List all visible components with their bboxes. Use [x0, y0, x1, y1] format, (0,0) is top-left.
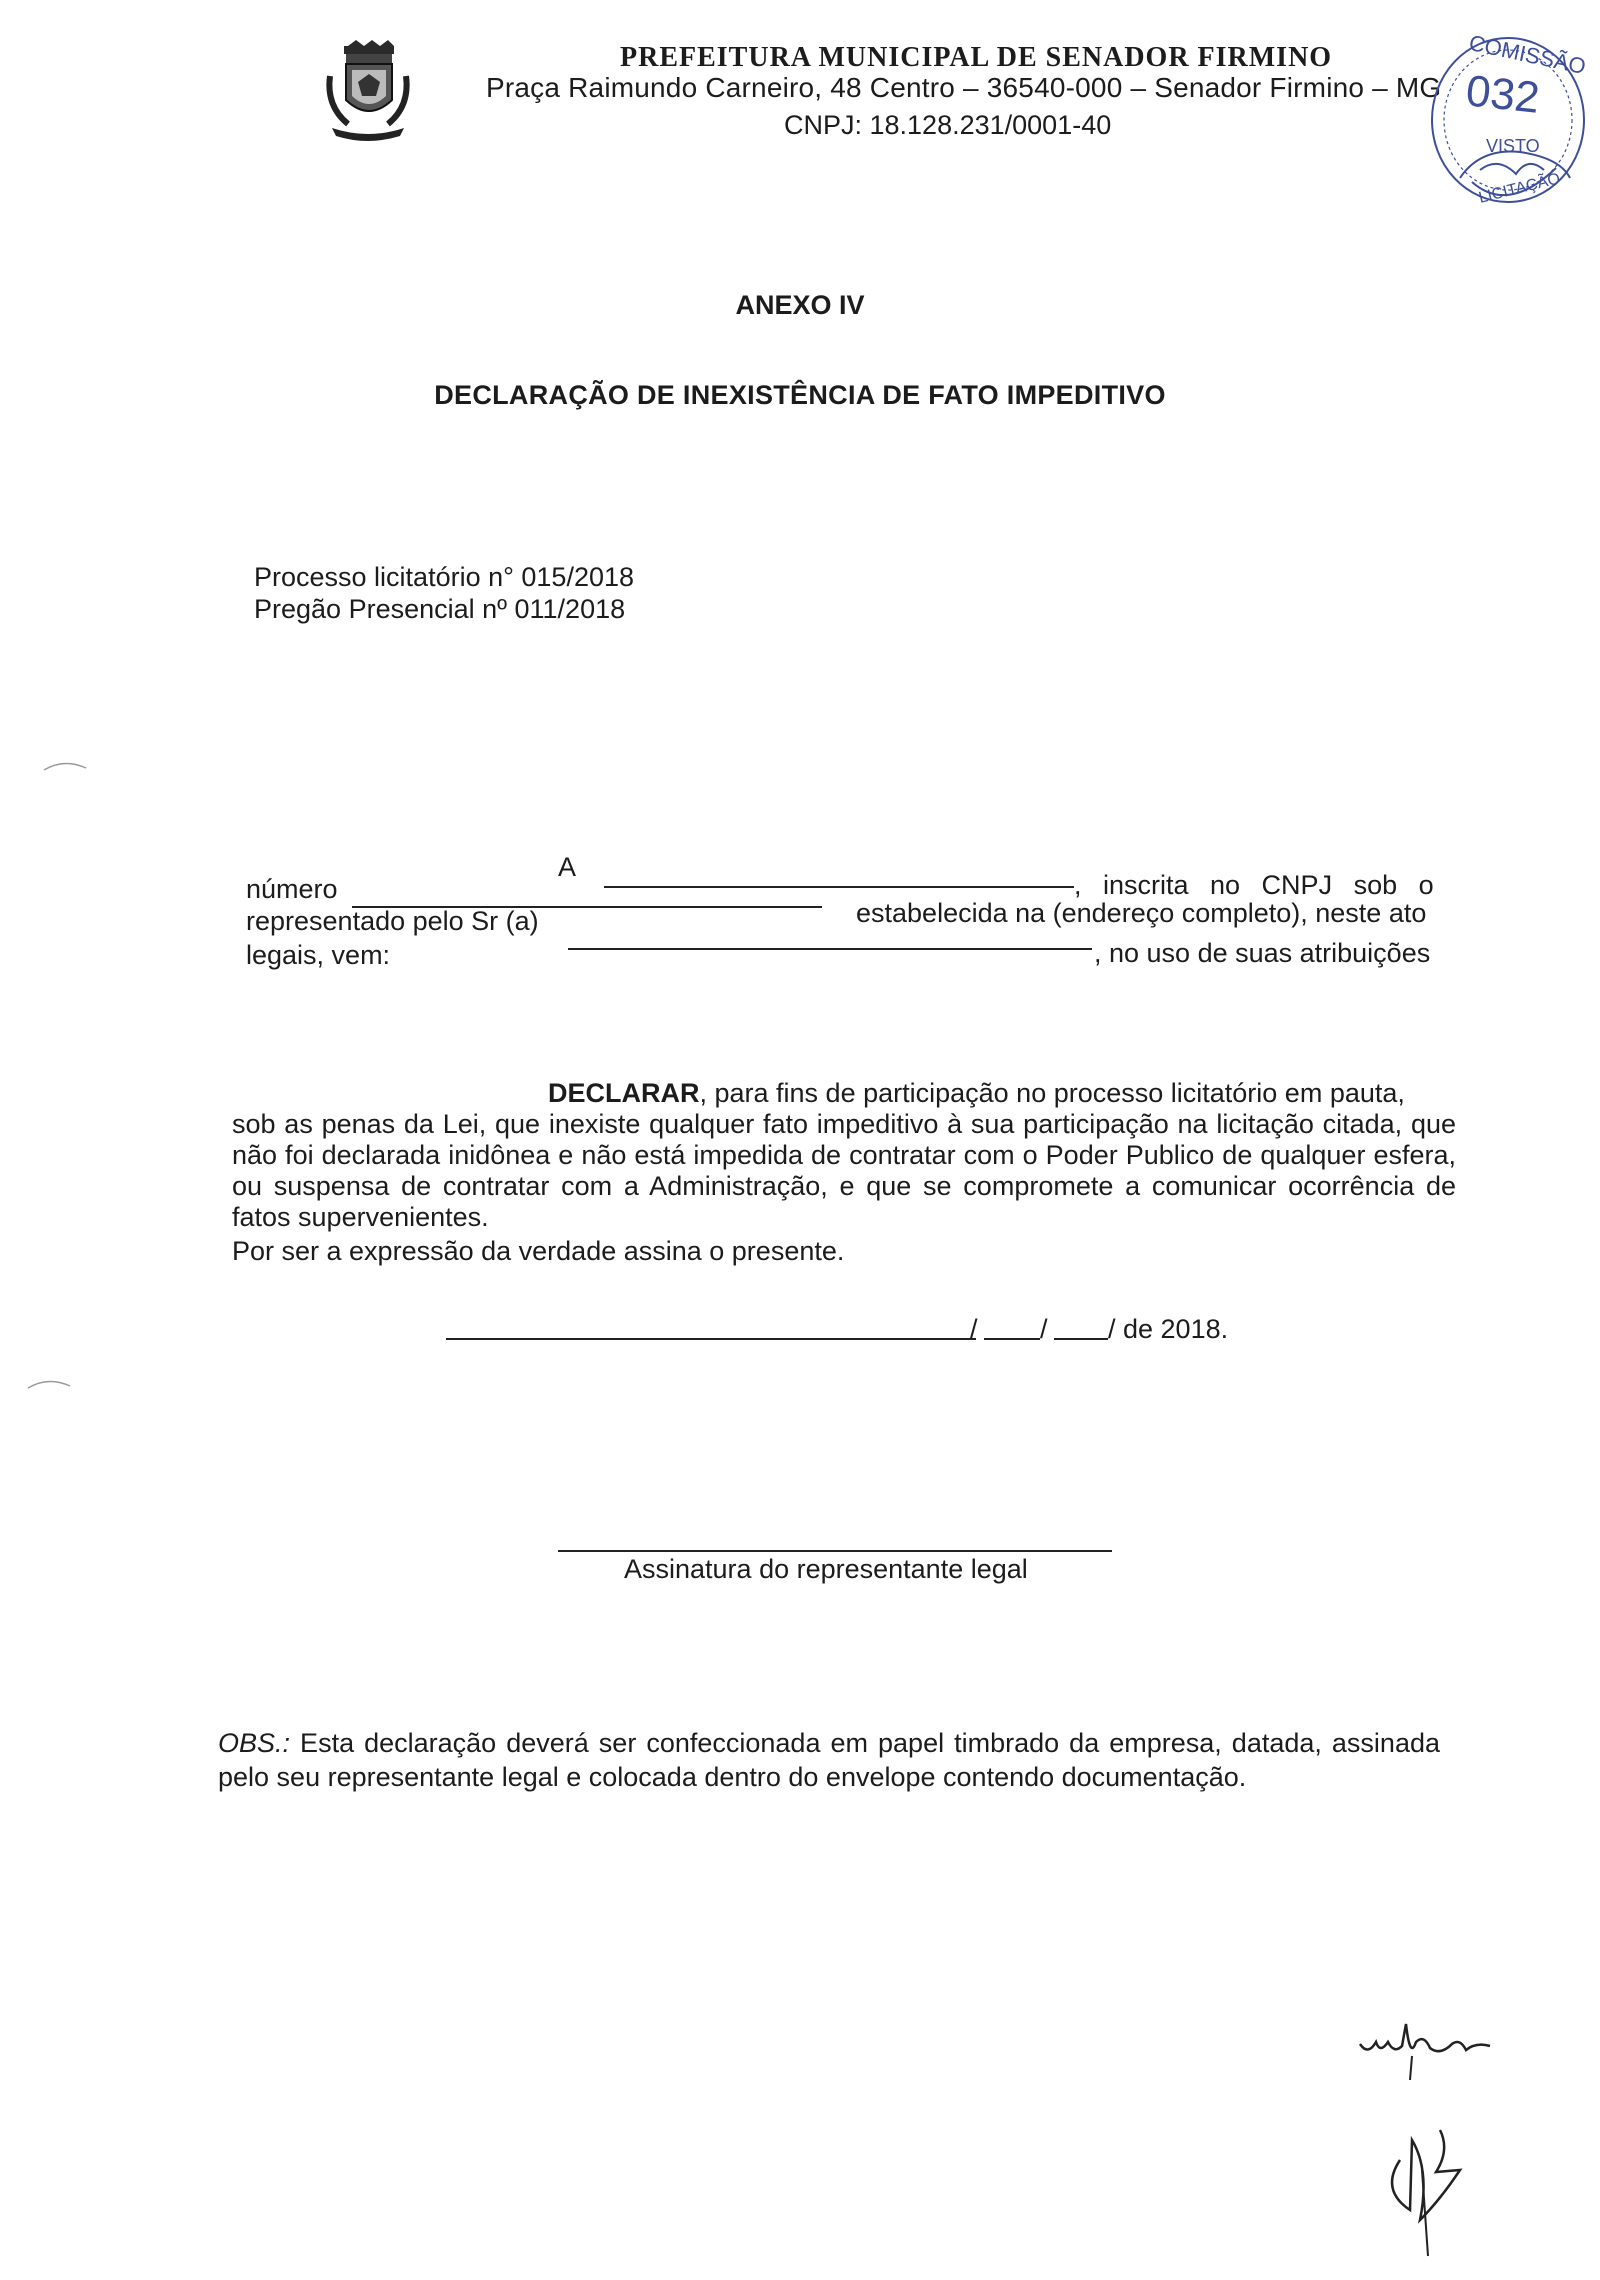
punch-mark: [24, 1376, 74, 1390]
date-slash-2: /: [1040, 1314, 1048, 1344]
punch-mark: [40, 758, 90, 772]
institution-cnpj: CNPJ: 18.128.231/0001-40: [784, 110, 1112, 140]
fill-label-estabelecida: estabelecida na (endereço completo), neste ato: [856, 898, 1427, 928]
fill-label-representado: representado pelo Sr (a): [246, 906, 539, 936]
date-slash-1: /: [970, 1314, 978, 1344]
municipal-crest: [318, 36, 418, 146]
declaration-closing: Por ser a expressão da verdade assina o presente.: [232, 1236, 845, 1266]
fill-label-legais: legais, vem:: [246, 940, 391, 970]
place-line: [446, 1338, 976, 1340]
fill-label-numero: número: [246, 874, 338, 904]
obs-label: OBS.:: [218, 1728, 291, 1758]
signature-line: [558, 1550, 1112, 1552]
month-line: [1054, 1338, 1108, 1340]
institution-address: Praça Raimundo Carneiro, 48 Centro – 36540-000 – Senador Firmino – MG: [486, 72, 1442, 103]
company-name-line: [604, 886, 1074, 888]
obs-text: Esta declaração deverá ser confeccionada em papel timbrado da empresa, datada, assinada pelo seu representante legal e colocada dentro do envelope contendo documentação.: [218, 1728, 1440, 1792]
declarar-keyword: DECLARAR: [548, 1078, 700, 1108]
declaration-lead: [232, 1078, 1456, 1109]
date-year: / de 2018.: [1108, 1314, 1229, 1344]
annex-title: ANEXO IV: [735, 290, 865, 320]
process-number: Processo licitatório n° 015/2018: [254, 562, 635, 592]
day-line: [984, 1338, 1040, 1340]
fill-label-no-uso: , no uso de suas atribuições: [1094, 938, 1431, 968]
signature-caption: Assinatura do representante legal: [624, 1554, 1028, 1584]
observation-note: [218, 1726, 1440, 1794]
declaration-lead-rest: , para fins de participação no processo licitatório em pauta,: [699, 1078, 1405, 1108]
stamp-bottom-text: LICITAÇÃO: [1477, 170, 1562, 207]
fill-label-a: A: [558, 852, 577, 882]
stamp-number: 032: [1463, 66, 1542, 123]
declaration-body: sob as penas da Lei, que inexiste qualquer fato impeditivo à sua participação na licitação citada, que não foi declarada inidônea e não está impedida de contratar com o Poder Publico de qualquer esfera, ou suspensa de contratar com a Administração, e que se compromete a comunicar ocorrência de fatos supervenientes.: [232, 1109, 1456, 1232]
stamp-middle-text: VISTO: [1486, 136, 1540, 156]
stamp-top-text: COMISSÃO: [1466, 29, 1588, 80]
representative-line: [568, 948, 1092, 950]
declaration-paragraph: [232, 1078, 1456, 1233]
handwritten-initials: [1340, 2020, 1520, 2260]
institution-name: PREFEITURA MUNICIPAL DE SENADOR FIRMINO: [620, 42, 1333, 73]
pregao-number: Pregão Presencial nº 011/2018: [254, 594, 626, 624]
fill-label-inscrita: , inscrita no CNPJ sob o: [1074, 870, 1434, 900]
declaration-title: DECLARAÇÃO DE INEXISTÊNCIA DE FATO IMPEDITIVO: [434, 380, 1166, 410]
